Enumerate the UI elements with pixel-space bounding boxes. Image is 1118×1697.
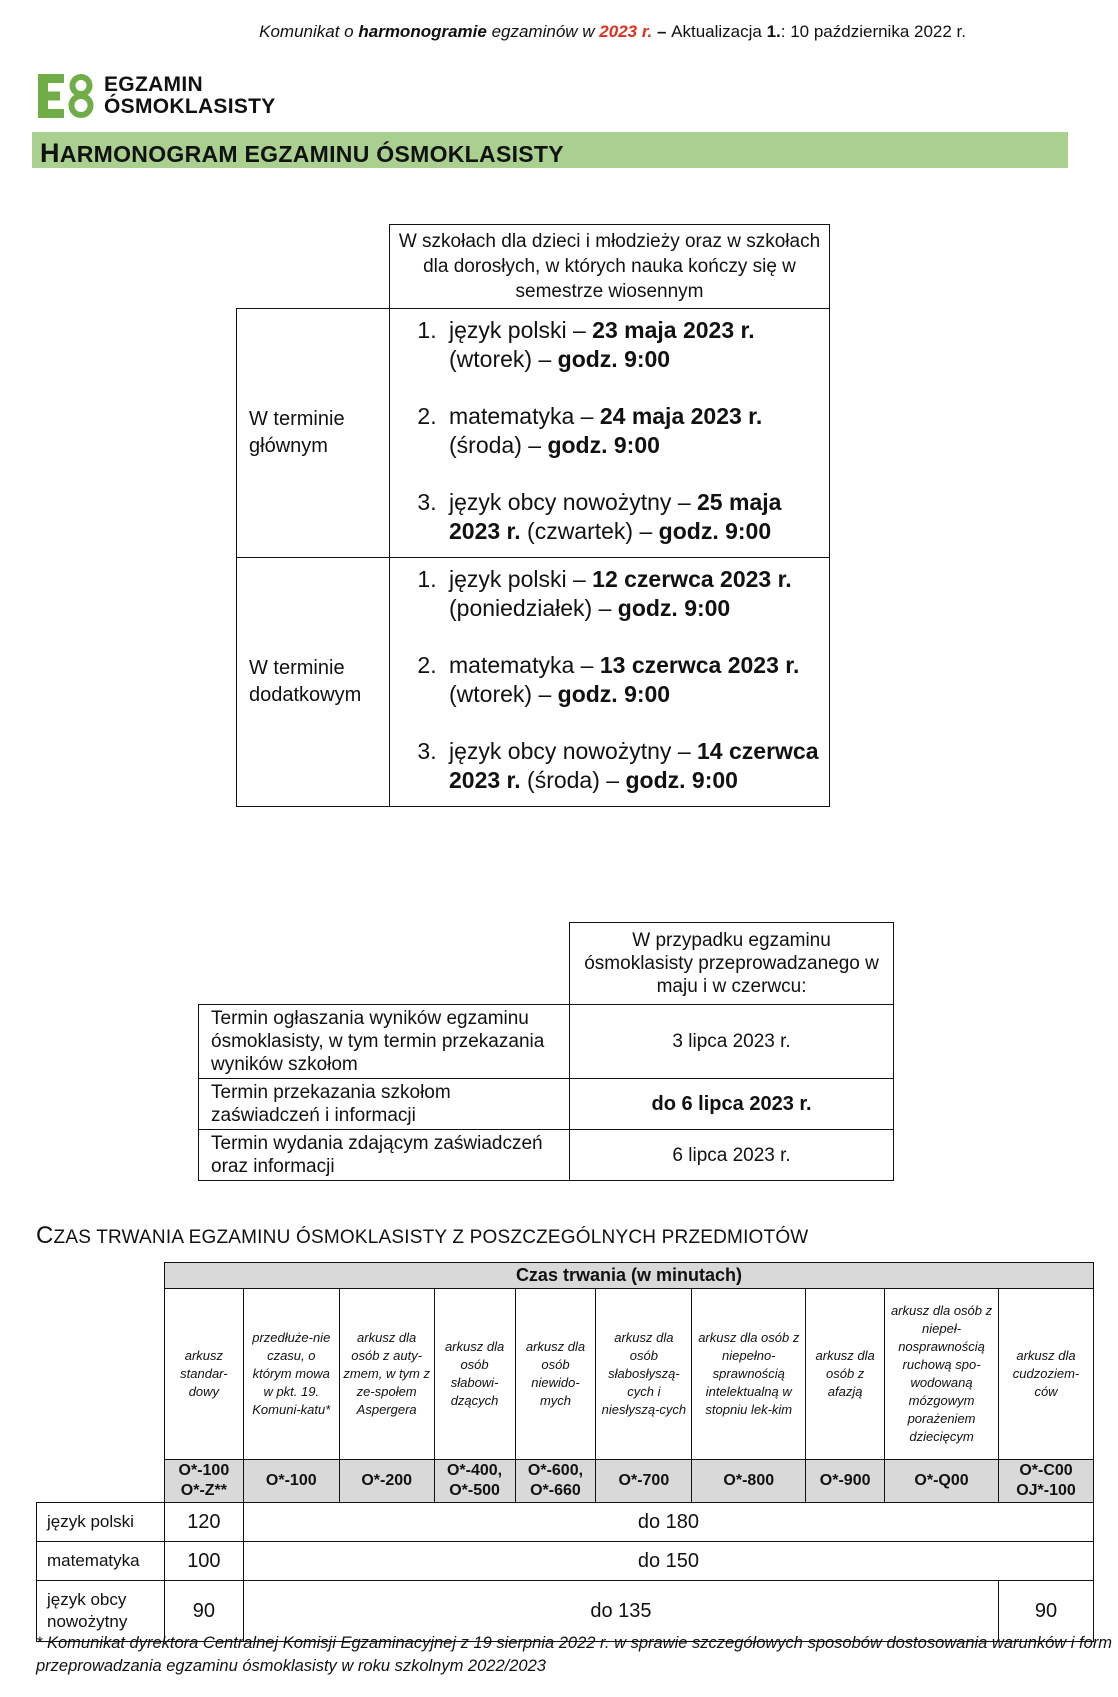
arkusz-header: arkusz dla osób z niepeł-nosprawnością ruchową spo-wodowaną mózgowym porażeniem dziecięcym — [885, 1289, 999, 1460]
logo-line-2: ÓSMOKLASISTY — [104, 95, 276, 118]
extended-time: do 180 — [243, 1503, 1093, 1542]
exam-item: 3. język obcy nowożytny – 14 czerwca 2023 r. (środa) – godz. 9:00 — [443, 737, 820, 795]
arkusz-header: arkusz dla osób niewido-mych — [515, 1289, 596, 1460]
arkusz-header: arkusz dla osób słabowi-dzących — [434, 1289, 515, 1460]
logo — [38, 73, 276, 123]
logo-line-1: EGZAMIN — [104, 73, 203, 96]
results-row-label: Termin ogłaszania wyników egzaminu ósmoklasisty, w tym termin przekazania wyników szkołom — [199, 1005, 570, 1079]
arkusz-header: arkusz dla osób z niepełno-sprawnością intelektualną w stopniu lek-kim — [692, 1289, 806, 1460]
schedule-row-label: W terminie głównym — [237, 309, 390, 558]
page-title: HARMONOGRAM EGZAMINU ÓSMOKLASISTY — [40, 138, 564, 168]
results-row-label: Termin wydania zdającym zaświadczeń oraz informacji — [199, 1130, 570, 1181]
exam-item: 2. matematyka – 24 maja 2023 r. (środa) – godz. 9:00 — [443, 402, 820, 460]
exam-item: 1. język polski – 23 maja 2023 r. (wtorek) – godz. 9:00 — [443, 316, 820, 374]
duration-heading: CZAS TRWANIA EGZAMINU ÓSMOKLASISTY Z POSZCZEGÓLNYCH PRZEDMIOTÓW — [36, 1222, 809, 1249]
exam-list — [391, 559, 828, 805]
arkusz-code: O*-700 — [596, 1460, 692, 1503]
results-row-value: do 6 lipca 2023 r. — [570, 1079, 894, 1130]
table-row — [37, 1542, 1094, 1581]
table-row — [199, 1130, 894, 1181]
document-header: Komunikat o harmonogramie egzaminów w 2023 r. – Aktualizacja 1.: 10 października 2022 r. — [259, 22, 966, 41]
arkusz-header: arkusz dla osób z afazją — [806, 1289, 885, 1460]
arkusz-code: O*-600, O*-660 — [515, 1460, 596, 1503]
table-row — [199, 1079, 894, 1130]
exam-item: 2. matematyka – 13 czerwca 2023 r. (wtorek) – godz. 9:00 — [443, 651, 820, 709]
results-column-header: W przypadku egzaminu ósmoklasisty przeprowadzanego w maju i w czerwcu: — [570, 923, 894, 1005]
duration-top-header: Czas trwania (w minutach) — [164, 1263, 1093, 1289]
subject-name: język polski — [37, 1503, 165, 1542]
arkusz-header: przedłuże-nie czasu, o którym mowa w pkt. 19. Komuni-katu* — [243, 1289, 339, 1460]
standard-time: 120 — [164, 1503, 243, 1542]
schedule-table — [236, 224, 830, 807]
arkusz-code: O*-900 — [806, 1460, 885, 1503]
schedule-row-main — [237, 309, 830, 558]
arkusz-header: arkusz dla osób z auty-zmem, w tym z ze-społem Aspergera — [339, 1289, 434, 1460]
arkusz-code: O*-C00 OJ*-100 — [999, 1460, 1094, 1503]
extended-time: do 135 — [243, 1581, 998, 1642]
logo-text — [104, 74, 276, 118]
arkusz-header: arkusz dla cudzoziem-ców — [999, 1289, 1094, 1460]
schedule-column-header: W szkołach dla dzieci i młodzieży oraz w szkołach dla dorosłych, w których nauka kończy się w semestrze wiosennym — [390, 225, 830, 309]
schedule-row-label: W terminie dodatkowym — [237, 558, 390, 807]
arkusz-code: O*-200 — [339, 1460, 434, 1503]
schedule-row-additional — [237, 558, 830, 807]
results-row-label: Termin przekazania szkołom zaświadczeń i informacji — [199, 1079, 570, 1130]
subject-name: język obcy nowożytny — [37, 1581, 165, 1642]
arkusz-code: O*-400, O*-500 — [434, 1460, 515, 1503]
arkusz-code: O*-100 — [243, 1460, 339, 1503]
exam-item: 1. język polski – 12 czerwca 2023 r. (poniedziałek) – godz. 9:00 — [443, 565, 820, 623]
extended-time: do 150 — [243, 1542, 1093, 1581]
results-row-value: 6 lipca 2023 r. — [570, 1130, 894, 1181]
foreigner-time: 90 — [999, 1581, 1094, 1642]
standard-time: 100 — [164, 1542, 243, 1581]
arkusz-code: O*-800 — [692, 1460, 806, 1503]
exam-list — [391, 310, 828, 556]
subject-name: matematyka — [37, 1542, 165, 1581]
arkusz-header: arkusz dla osób słabosłyszą-cych i niesłyszą-cych — [596, 1289, 692, 1460]
arkusz-code: O*-Q00 — [885, 1460, 999, 1503]
arkusz-code: O*-100 O*-Z** — [164, 1460, 243, 1503]
results-row-value: 3 lipca 2023 r. — [570, 1005, 894, 1079]
arkusz-header: arkusz standar-dowy — [164, 1289, 243, 1460]
standard-time: 90 — [164, 1581, 243, 1642]
duration-table — [36, 1262, 1094, 1642]
exam-item: 3. język obcy nowożytny – 25 maja 2023 r. (czwartek) – godz. 9:00 — [443, 488, 820, 546]
footnote: * Komunikat dyrektora Centralnej Komisji Egzaminacyjnej z 19 sierpnia 2022 r. w sprawie szczegółowych sposobów dostosowania warunków i form przeprowadzania egzaminu ósmoklasisty w roku szkolnym 2022/2023 — [36, 1634, 1113, 1675]
results-table — [198, 922, 894, 1181]
table-row — [37, 1503, 1094, 1542]
title-band — [32, 132, 1068, 168]
e8-logo-icon — [38, 74, 98, 118]
table-row — [199, 1005, 894, 1079]
